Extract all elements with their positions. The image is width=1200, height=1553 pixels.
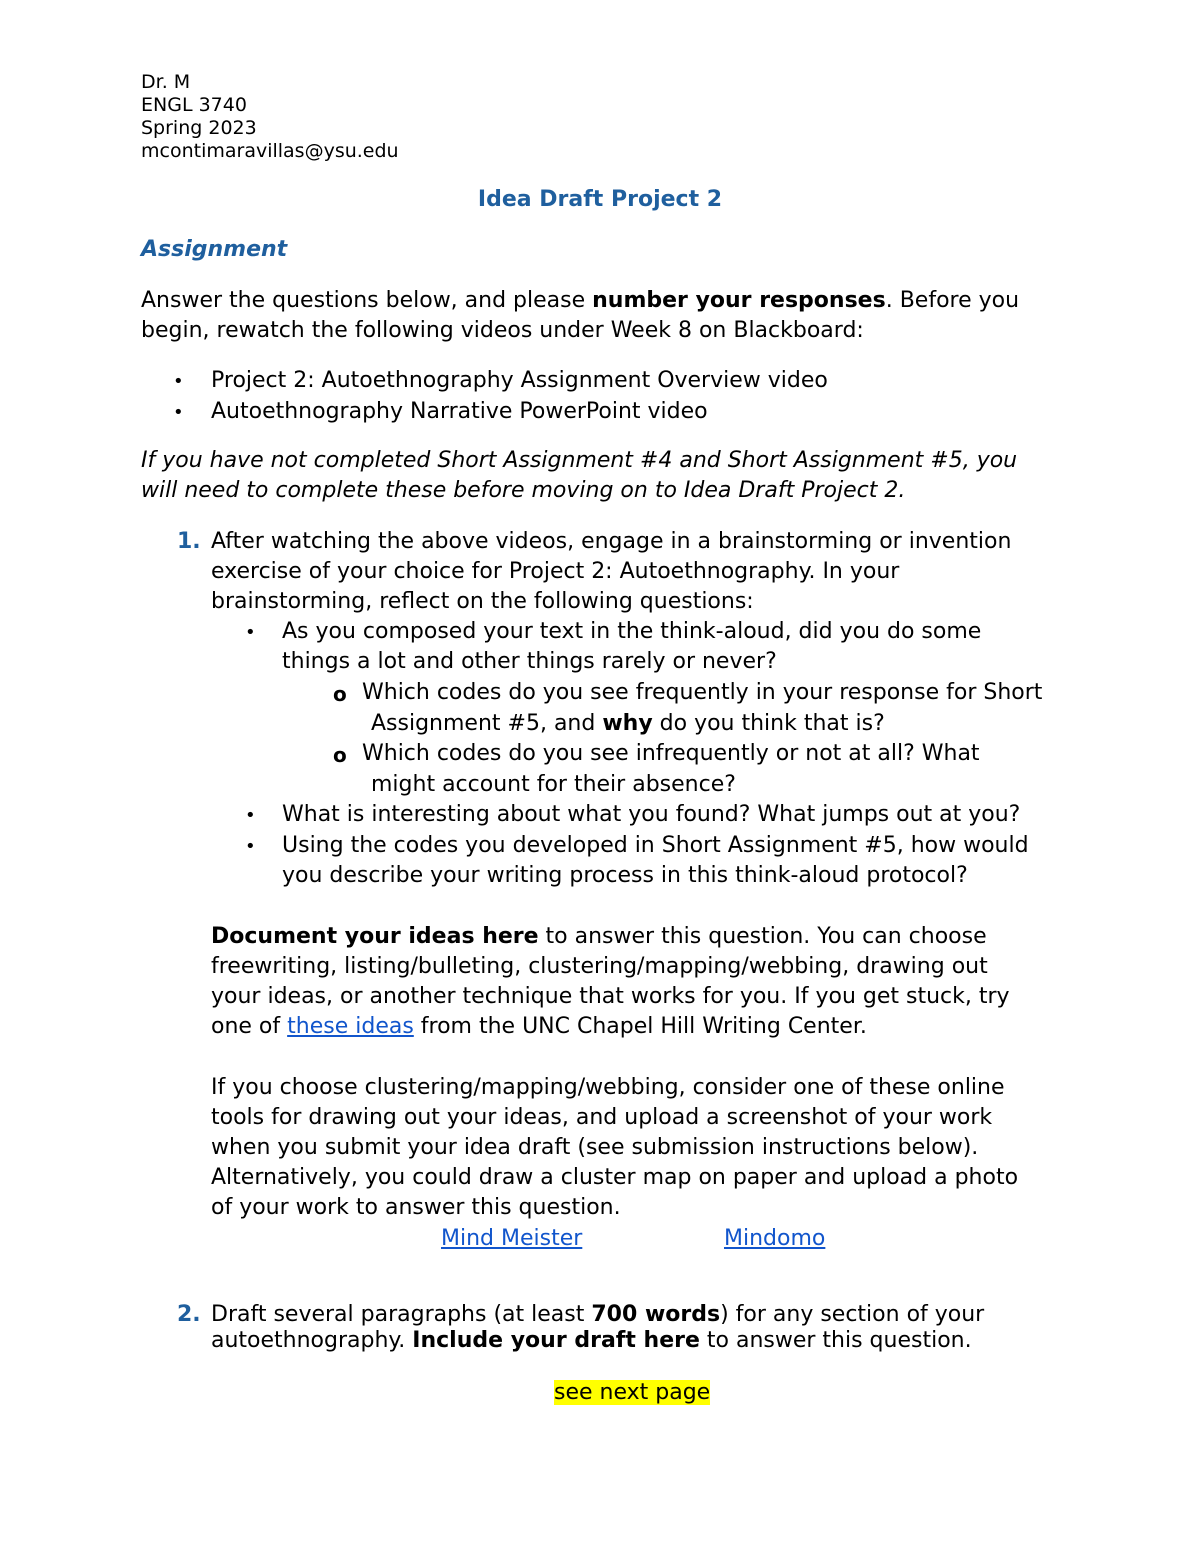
video-item-1: Project 2: Autoethnography Assignment Overview video [211, 368, 828, 393]
q1-sub-2-line: might account for their absence? [371, 772, 736, 797]
sub-bullet-glyph: o [333, 682, 347, 706]
doc-line-3: your ideas, or another technique that works for you. If you get stuck, try [211, 984, 1010, 1009]
q1-bullet-2: What is interesting about what you found? What jumps out at you? [282, 802, 1021, 827]
q1-sub-1-line-2: Assignment #5, and why do you think that is? [371, 711, 885, 736]
cluster-line: tools for drawing out your ideas, and upload a screenshot of your work [211, 1105, 993, 1130]
q2-line-1: Draft several paragraphs (at least 700 words) for any section of your [211, 1302, 985, 1327]
sub-bullet-glyph: o [333, 743, 347, 767]
doc-line-4: one of these ideas from the UNC Chapel Hill Writing Center. [211, 1014, 867, 1039]
question-2-number: 2. [177, 1302, 201, 1327]
doc-line-1: Document your ideas here to answer this question. You can choose [211, 924, 987, 949]
video-item-2: Autoethnography Narrative PowerPoint video [211, 399, 708, 424]
cluster-line: of your work to answer this question. [211, 1195, 621, 1220]
term: Spring 2023 [141, 117, 257, 139]
question-1-number: 1. [177, 529, 201, 554]
these-ideas-link[interactable]: these ideas [287, 1014, 414, 1039]
page-title: Idea Draft Project 2 [477, 187, 723, 212]
cluster-line: If you choose clustering/mapping/webbing, consider one of these online [211, 1075, 1005, 1100]
intro-line-2: begin, rewatch the following videos under Week 8 on Blackboard: [141, 318, 864, 343]
q1-line: After watching the above videos, engage in a brainstorming or invention [211, 529, 1012, 554]
q2-line-2: autoethnography. Include your draft here to answer this question. [211, 1328, 972, 1353]
bullet-glyph: • [173, 371, 184, 392]
mind-meister-link[interactable]: Mind Meister [441, 1226, 583, 1251]
mindomo-link[interactable]: Mindomo [724, 1226, 826, 1251]
q1-sub-2-line: Which codes do you see infrequently or not at all? What [362, 741, 980, 766]
notice-line-1: If you have not completed Short Assignment #4 and Short Assignment #5, you [141, 448, 1018, 473]
q1-line: exercise of your choice for Project 2: Autoethnography. In your [211, 559, 900, 584]
section-heading: Assignment [141, 237, 288, 262]
q1-bullet-1-line: As you composed your text in the think-aloud, did you do some [282, 619, 982, 644]
q1-bullet-3-line: you describe your writing process in this think-aloud protocol? [282, 863, 968, 888]
cluster-line: Alternatively, you could draw a cluster map on paper and upload a photo [211, 1165, 1019, 1190]
q1-sub-1-line-1: Which codes do you see frequently in your response for Short [362, 680, 1043, 705]
intro-line-1: Answer the questions below, and please number your responses. Before you [141, 288, 1020, 313]
bullet-glyph: • [245, 805, 256, 826]
cluster-line: when you submit your idea draft (see submission instructions below). [211, 1135, 979, 1160]
q1-bullet-1-line: things a lot and other things rarely or never? [282, 649, 777, 674]
instructor-name: Dr. M [141, 71, 191, 93]
course-code: ENGL 3740 [141, 94, 247, 116]
bullet-glyph: • [245, 622, 256, 643]
see-next-page-note: see next page [554, 1380, 711, 1405]
instructor-email: mcontimaravillas@ysu.edu [141, 140, 399, 162]
q1-line: brainstorming, reflect on the following questions: [211, 589, 754, 614]
notice-line-2: will need to complete these before moving on to Idea Draft Project 2. [141, 478, 906, 503]
q1-bullet-3-line: Using the codes you developed in Short Assignment #5, how would [282, 833, 1029, 858]
doc-line-2: freewriting, listing/bulleting, clustering/mapping/webbing, drawing out [211, 954, 988, 979]
bullet-glyph: • [173, 402, 184, 423]
bullet-glyph: • [245, 836, 256, 857]
